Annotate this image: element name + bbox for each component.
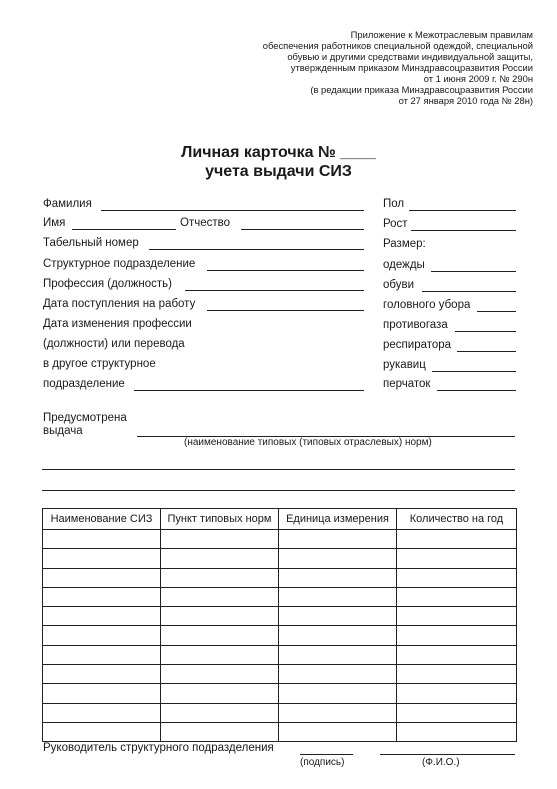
table-row xyxy=(43,568,517,587)
table-cell[interactable] xyxy=(397,607,517,626)
clothes-size-label: одежды xyxy=(383,259,425,271)
department-field[interactable] xyxy=(207,270,364,271)
table-cell[interactable] xyxy=(397,665,517,684)
clothes-size-field[interactable] xyxy=(431,271,516,272)
table-row xyxy=(43,530,517,549)
sex-field[interactable] xyxy=(409,210,516,211)
table-cell[interactable] xyxy=(43,549,161,568)
provision-line-3[interactable] xyxy=(42,490,515,491)
table-row xyxy=(43,549,517,568)
provision-label-line-2: выдача xyxy=(43,425,83,437)
table-cell[interactable] xyxy=(279,587,397,606)
table-cell[interactable] xyxy=(161,703,279,722)
name-field[interactable] xyxy=(72,229,176,230)
table-cell[interactable] xyxy=(161,626,279,645)
signature-field[interactable] xyxy=(300,754,353,755)
change-label-line-1: Дата изменения профессии xyxy=(43,318,192,330)
table-row xyxy=(43,665,517,684)
change-label-line-2: (должности) или перевода xyxy=(43,338,185,350)
gas-mask-size-label: противогаза xyxy=(383,319,448,331)
table-cell[interactable] xyxy=(161,549,279,568)
table-cell[interactable] xyxy=(397,703,517,722)
provision-caption: (наименование типовых (типовых отраслевых) норм) xyxy=(184,437,432,448)
col-header-qty-per-year: Количество на год xyxy=(397,509,517,530)
head-of-department-label: Руководитель структурного подразделения xyxy=(43,742,274,754)
table-cell[interactable] xyxy=(161,530,279,549)
gas-mask-size-field[interactable] xyxy=(455,331,516,332)
sex-label: Пол xyxy=(383,198,405,210)
table-cell[interactable] xyxy=(279,665,397,684)
col-header-unit: Единица измерения xyxy=(279,509,397,530)
header-note-line-5: от 1 июня 2009 г. № 290н xyxy=(423,73,533,84)
table-cell[interactable] xyxy=(161,665,279,684)
table-row xyxy=(43,587,517,606)
mittens-size-label: рукавиц xyxy=(383,359,426,371)
full-name-caption: (Ф.И.О.) xyxy=(422,757,460,768)
header-note-line-3: обувью и другими средствами индивидуальной защиты, xyxy=(287,51,533,62)
table-cell[interactable] xyxy=(279,530,397,549)
hire-date-label: Дата поступления на работу xyxy=(43,298,196,310)
header-note-line-4: утвержденным приказом Минздравсоцразвития России xyxy=(290,62,533,73)
surname-label: Фамилия xyxy=(43,198,92,210)
table-cell[interactable] xyxy=(161,684,279,703)
table-row xyxy=(43,722,517,741)
profession-label: Профессия (должность) xyxy=(43,278,172,290)
tab-number-field[interactable] xyxy=(149,249,364,250)
provision-line-2[interactable] xyxy=(42,469,515,470)
tab-number-label: Табельный номер xyxy=(43,237,139,249)
table-row xyxy=(43,645,517,664)
table-cell[interactable] xyxy=(43,607,161,626)
table-cell[interactable] xyxy=(397,549,517,568)
col-header-norm-item: Пункт типовых норм xyxy=(161,509,279,530)
table-cell[interactable] xyxy=(43,530,161,549)
table-cell[interactable] xyxy=(161,568,279,587)
gloves-size-field[interactable] xyxy=(437,390,516,391)
table-cell[interactable] xyxy=(43,665,161,684)
table-cell[interactable] xyxy=(279,684,397,703)
size-label: Размер: xyxy=(383,238,426,250)
headwear-size-label: головного убора xyxy=(383,299,471,311)
col-header-siz-name: Наименование СИЗ xyxy=(43,509,161,530)
table-cell[interactable] xyxy=(279,626,397,645)
table-cell[interactable] xyxy=(397,645,517,664)
table-cell[interactable] xyxy=(43,568,161,587)
department-label: Структурное подразделение xyxy=(43,258,196,270)
mittens-size-field[interactable] xyxy=(432,371,516,372)
header-note-line-1: Приложение к Межотраслевым правилам xyxy=(350,29,533,40)
patronymic-field[interactable] xyxy=(241,229,364,230)
headwear-size-field[interactable] xyxy=(477,311,516,312)
shoes-size-label: обуви xyxy=(383,279,415,291)
provision-label-line-1: Предусмотрена xyxy=(43,412,127,424)
change-field[interactable] xyxy=(134,390,364,391)
table-cell[interactable] xyxy=(161,645,279,664)
table-cell[interactable] xyxy=(397,722,517,741)
table-cell[interactable] xyxy=(397,684,517,703)
table-cell[interactable] xyxy=(279,722,397,741)
table-row xyxy=(43,607,517,626)
table-row xyxy=(43,626,517,645)
height-label: Рост xyxy=(383,218,408,230)
table-cell[interactable] xyxy=(397,626,517,645)
table-cell[interactable] xyxy=(279,568,397,587)
table-cell[interactable] xyxy=(43,645,161,664)
table-cell[interactable] xyxy=(397,530,517,549)
table-cell[interactable] xyxy=(279,703,397,722)
table-row xyxy=(43,703,517,722)
siz-table xyxy=(42,508,517,742)
table-cell[interactable] xyxy=(279,607,397,626)
table-cell[interactable] xyxy=(161,722,279,741)
hire-date-field[interactable] xyxy=(207,310,364,311)
card-subtitle: учета выдачи СИЗ xyxy=(205,163,352,180)
table-cell[interactable] xyxy=(279,645,397,664)
full-name-field[interactable] xyxy=(380,754,515,755)
table-cell[interactable] xyxy=(397,568,517,587)
table-cell[interactable] xyxy=(161,587,279,606)
patronymic-label: Отчество xyxy=(180,217,230,229)
gloves-size-label: перчаток xyxy=(383,378,431,390)
change-label-line-4: подразделение xyxy=(43,378,125,390)
profession-field[interactable] xyxy=(185,290,364,291)
table-cell[interactable] xyxy=(397,587,517,606)
table-cell[interactable] xyxy=(43,722,161,741)
header-note-line-6: (в редакции приказа Минздравсоцразвития России xyxy=(310,84,533,95)
table-cell[interactable] xyxy=(43,587,161,606)
name-label: Имя xyxy=(43,217,66,229)
respirator-size-field[interactable] xyxy=(457,351,516,352)
table-row xyxy=(43,684,517,703)
signature-caption: (подпись) xyxy=(300,757,345,768)
table-cell[interactable] xyxy=(279,549,397,568)
height-field[interactable] xyxy=(411,230,516,231)
surname-field[interactable] xyxy=(101,210,364,211)
header-note-line-7: от 27 января 2010 года № 28н) xyxy=(398,95,533,106)
table-header-row xyxy=(43,509,517,530)
card-title: Личная карточка № ____ xyxy=(181,144,376,161)
change-label-line-3: в другое структурное xyxy=(43,358,156,370)
table-cell[interactable] xyxy=(161,607,279,626)
shoes-size-field[interactable] xyxy=(422,291,516,292)
respirator-size-label: респиратора xyxy=(383,339,452,351)
table-cell[interactable] xyxy=(43,703,161,722)
table-cell[interactable] xyxy=(43,684,161,703)
table-cell[interactable] xyxy=(43,626,161,645)
header-note-line-2: обеспечения работников специальной одеждой, специальной xyxy=(262,40,533,51)
